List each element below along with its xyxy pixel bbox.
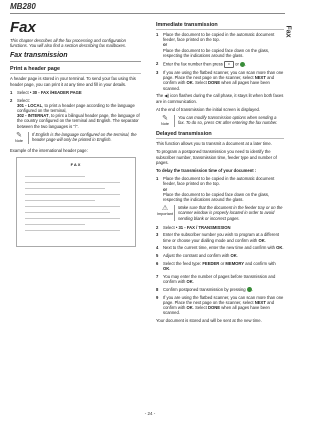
important-label: Important	[156, 212, 174, 217]
menu-path: • 30 - FAX /HEADER PAGE	[29, 89, 82, 95]
start-key-icon	[240, 62, 245, 67]
step: 7 You may enter the number of pages before transmission and confirm with OK.	[156, 273, 276, 284]
menu-option: 301 - LOCAL	[17, 102, 43, 108]
start-key-icon	[247, 287, 252, 292]
fax-key-icon: ≡	[224, 61, 234, 68]
section-title: Fax transmission	[10, 52, 141, 62]
note-label: Note	[14, 138, 24, 143]
step-number: 3	[156, 70, 159, 76]
menu-option: 302 - INTERNAT	[17, 113, 49, 119]
note-text: You can modify transmission options when sending a fax. To do so, press OK after entering the fax number.	[174, 115, 284, 127]
step	[10, 98, 141, 129]
paragraph: At the end of transmission the initial screen is displayed.	[156, 106, 261, 112]
step	[156, 32, 284, 58]
chapter-title: Fax	[10, 19, 36, 36]
step-text: Select	[17, 89, 30, 95]
paragraph: This function allows you to transmit a document at a later time.	[156, 141, 272, 147]
subsection-title: Print a header page	[10, 66, 141, 74]
right-column	[156, 18, 284, 326]
step: 9 If you are using the flatbed scanner, you can scan more than one page. Place the next page on the scanner, select NEXT and confirm with OK. Select DONE when all pages have been scanned.	[156, 294, 284, 316]
paragraph: A header page is stored in your terminal. To send your fax using this header page, you can print it at any time and fill in your details.	[10, 76, 136, 87]
note-box	[10, 132, 141, 144]
page-number: - 24 -	[144, 411, 156, 416]
step: 2 Enter the fax number then press ≡ or .	[156, 60, 247, 67]
subsection-title: Immediate transmission	[156, 22, 284, 30]
subsection-title: Delayed transmission	[156, 131, 284, 139]
note-label: Note	[160, 121, 170, 126]
step-number: 2	[10, 97, 13, 103]
step-number: 2	[156, 60, 159, 66]
chapter-intro: This chapter describes all the fax processing and configuration functions. You will also find a section describing fax mailboxes.	[10, 38, 127, 49]
step-text: , to print a header page according to the language configured on the terminal,	[17, 102, 135, 113]
step-text: Enter the fax number then press	[163, 61, 223, 67]
important-icon: ⚠ Important	[156, 205, 174, 217]
header-page-illustration	[16, 157, 136, 247]
step: 2 Select • 31 - FAX / TRANSMISSION	[156, 224, 231, 230]
step: 1 Place the document to be copied in the automatic document feeder, face printed on the top. or Place the document to be copied face down on the glass, respecting the indications around the glass.	[156, 176, 275, 202]
or-label: or	[163, 42, 168, 48]
step: 3 If you are using the flatbed scanner, you can scan more than one page. Place the next page on the scanner, select NEXT and confirm with OK. Select DONE when all pages have been scanned.	[156, 70, 284, 91]
note-icon: ✎ Note	[160, 114, 170, 126]
step: 4 Next to the current time, enter the new time and confirm with OK.	[156, 245, 284, 251]
step-text: , to print a bilingual header page, the language of the country configured on the terminal and English. The separator between the two languages is "/".	[17, 113, 140, 129]
or-label: or	[235, 61, 239, 67]
step	[10, 90, 141, 95]
important-box	[156, 205, 284, 221]
step-number: 1	[156, 32, 159, 37]
page-header	[0, 0, 300, 14]
step-text: Place the document to be copied in the automatic document feeder, face printed on the top.	[163, 32, 275, 43]
step: 3 Enter the subscriber number you wish to program at a different time or choose your dialling mode and confirm with OK.	[156, 232, 280, 243]
step-number: 1	[10, 89, 13, 95]
howto-heading: To delay the transmission time of your document :	[156, 167, 257, 173]
fax-page-title: FAX	[70, 162, 82, 168]
chapter-side-tab	[284, 14, 298, 56]
step: 5 Adjust the contrast and confirm with OK.	[156, 253, 238, 259]
paragraph: Example of the international header page:	[10, 147, 88, 153]
step: 6 Select the feed type: FEEDER or MEMORY and confirm with OK.	[156, 260, 276, 271]
step-text: Select:	[17, 97, 30, 103]
paragraph: To program a postponed transmission you need to identify the subscriber number, transmission time, feeder type and number of pages.	[156, 149, 277, 165]
step-text: Place the document to be copied face down on the glass, respecting the indications around the glass.	[163, 47, 270, 58]
important-text: Make sure that the document in the feeder tray or on the scanner window is properly located in order to avoid sending blank or incorrect pages.	[174, 205, 284, 221]
note-box	[156, 115, 284, 127]
left-column	[10, 18, 141, 247]
paragraph: The ◀) icon flashes during the call phase, it stays lit when both faxes are in communication.	[156, 93, 284, 104]
header-rule	[10, 13, 285, 14]
step: 8 Confirm postponed transmission by pressing .	[156, 286, 253, 292]
paragraph: Your document is stored and will be sent at the new time.	[156, 317, 262, 323]
note-icon: ✎ Note	[14, 131, 24, 143]
model-name: MB280	[10, 2, 36, 11]
side-tab-label: Fax	[284, 25, 292, 38]
note-text: If English is the language configured on the terminal, the header page will only be printed in English.	[28, 132, 141, 144]
